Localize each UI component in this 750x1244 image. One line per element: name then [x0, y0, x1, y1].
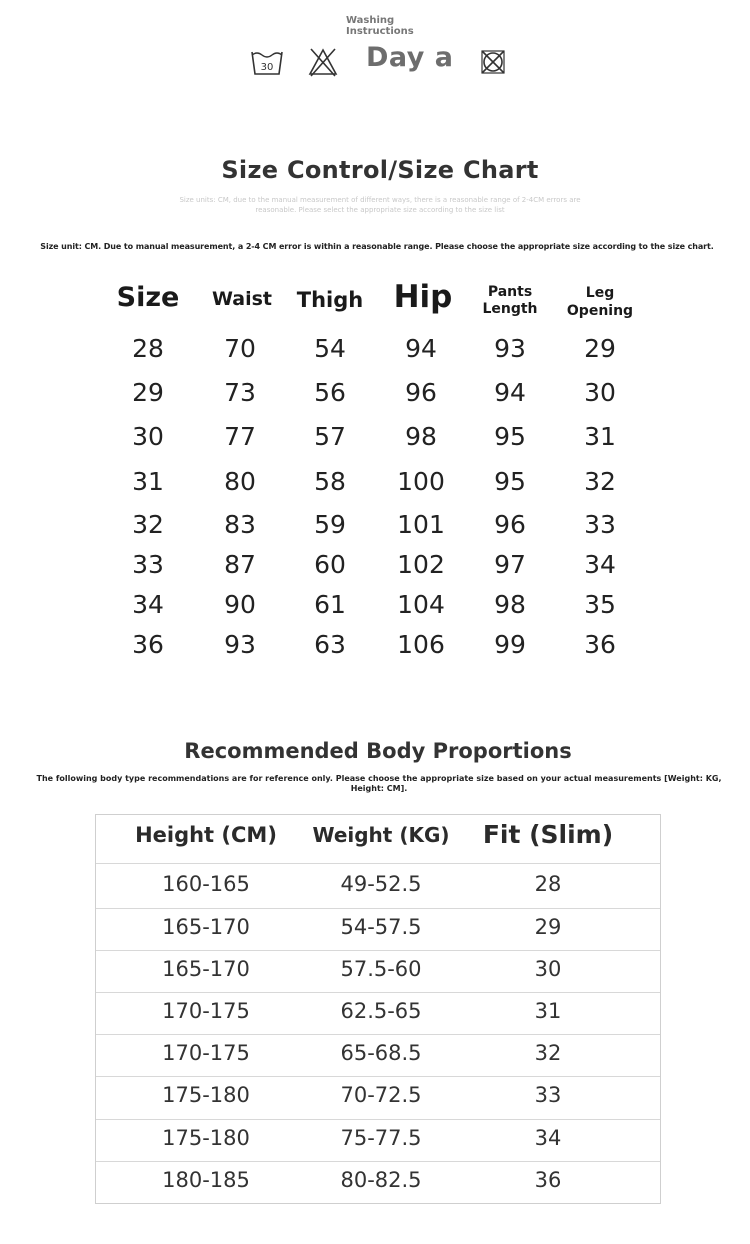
header-pants-length — [470, 284, 550, 318]
size-cell-hip: 96 — [405, 378, 437, 407]
header-pants-length-line2: Length — [482, 301, 538, 317]
size-cell-size: 30 — [132, 422, 164, 451]
header-pants-length-line1: Pants — [487, 284, 533, 300]
size-cell-leg-opening: 30 — [584, 378, 616, 407]
wash-temp: 30 — [260, 62, 274, 73]
header-hip: Hip — [393, 279, 453, 315]
size-cell-hip: 98 — [405, 422, 437, 451]
size-cell-hip: 102 — [397, 550, 445, 579]
size-cell-leg-opening: 35 — [584, 590, 616, 619]
size-cell-leg-opening: 36 — [584, 630, 616, 659]
rec-cell-fit: 32 — [534, 1041, 562, 1065]
size-cell-waist: 70 — [224, 334, 256, 363]
size-cell-thigh: 56 — [314, 378, 346, 407]
rec-cell-fit: 34 — [534, 1126, 562, 1150]
size-cell-pants-length: 95 — [494, 467, 526, 496]
row-divider — [96, 1161, 660, 1162]
header-waist: Waist — [211, 288, 272, 310]
size-cell-pants-length: 99 — [494, 630, 526, 659]
size-cell-waist: 77 — [224, 422, 256, 451]
header-leg-opening-line2: Opening — [566, 303, 634, 319]
rec-cell-weight: 75-77.5 — [340, 1126, 422, 1150]
size-cell-thigh: 59 — [314, 510, 346, 539]
size-cell-thigh: 57 — [314, 422, 346, 451]
do-not-tumble-dry-icon — [478, 47, 508, 77]
wash-30-icon — [250, 48, 284, 78]
rec-cell-fit: 30 — [534, 957, 562, 981]
recommended-note: The following body type recommendations are for reference only. Please choose the appropriate size based on your actual measurements [Weight: KG, Height: CM]. — [36, 774, 722, 793]
size-cell-thigh: 60 — [314, 550, 346, 579]
size-cell-size: 33 — [132, 550, 164, 579]
do-not-bleach-icon — [308, 46, 338, 78]
header-fit: Fit (Slim) — [482, 820, 614, 849]
row-divider — [96, 1119, 660, 1120]
size-cell-size: 36 — [132, 630, 164, 659]
rec-cell-weight: 70-72.5 — [340, 1083, 422, 1107]
size-cell-hip: 94 — [405, 334, 437, 363]
wash-icons — [248, 44, 518, 80]
header-leg-opening-line1: Leg — [585, 285, 615, 301]
size-cell-thigh: 61 — [314, 590, 346, 619]
size-cell-size: 34 — [132, 590, 164, 619]
size-cell-hip: 106 — [397, 630, 445, 659]
size-cell-leg-opening: 33 — [584, 510, 616, 539]
row-divider — [96, 863, 660, 864]
rec-cell-height: 175-180 — [162, 1083, 250, 1107]
size-cell-pants-length: 95 — [494, 422, 526, 451]
recommended-title: Recommended Body Proportions — [184, 739, 572, 763]
header-leg-opening — [560, 284, 640, 320]
rec-cell-fit: 36 — [534, 1168, 562, 1192]
rec-cell-weight: 62.5-65 — [340, 999, 422, 1023]
washing-title-line2: Instructions — [346, 26, 414, 37]
size-cell-waist: 73 — [224, 378, 256, 407]
rec-cell-fit: 28 — [534, 872, 562, 896]
size-cell-hip: 100 — [397, 467, 445, 496]
rec-cell-weight: 80-82.5 — [340, 1168, 422, 1192]
header-weight: Weight (KG) — [312, 823, 450, 847]
size-chart-faint-note: Size units: CM, due to the manual measurement of different ways, there is a reasonable range of 2-4CM errors are reasonable. Please select the appropriate size according to the size list — [179, 196, 581, 214]
size-cell-leg-opening: 29 — [584, 334, 616, 363]
size-cell-leg-opening: 31 — [584, 422, 616, 451]
washing-title — [346, 15, 426, 37]
size-cell-size: 29 — [132, 378, 164, 407]
rec-cell-height: 170-175 — [162, 1041, 250, 1065]
size-cell-pants-length: 97 — [494, 550, 526, 579]
size-cell-pants-length: 93 — [494, 334, 526, 363]
rec-cell-fit: 31 — [534, 999, 562, 1023]
rec-cell-weight: 49-52.5 — [340, 872, 422, 896]
day-text: Day a — [366, 42, 454, 73]
washing-instructions — [0, 0, 750, 110]
row-divider — [96, 1076, 660, 1077]
size-cell-waist: 93 — [224, 630, 256, 659]
rec-cell-fit: 29 — [534, 915, 562, 939]
row-divider — [96, 1034, 660, 1035]
rec-cell-weight: 57.5-60 — [340, 957, 422, 981]
row-divider — [96, 992, 660, 993]
size-cell-size: 31 — [132, 467, 164, 496]
size-cell-leg-opening: 34 — [584, 550, 616, 579]
size-cell-waist: 90 — [224, 590, 256, 619]
size-cell-pants-length: 96 — [494, 510, 526, 539]
rec-cell-height: 180-185 — [162, 1168, 250, 1192]
recommended-table — [95, 814, 661, 1204]
size-cell-thigh: 54 — [314, 334, 346, 363]
row-divider — [96, 908, 660, 909]
rec-cell-weight: 65-68.5 — [340, 1041, 422, 1065]
washing-title-line1: Washing — [346, 15, 395, 26]
row-divider — [96, 950, 660, 951]
size-cell-hip: 101 — [397, 510, 445, 539]
rec-cell-fit: 33 — [534, 1083, 562, 1107]
rec-cell-height: 160-165 — [162, 872, 250, 896]
rec-cell-height: 165-170 — [162, 957, 250, 981]
header-size: Size — [116, 282, 180, 313]
size-cell-waist: 80 — [224, 467, 256, 496]
size-cell-thigh: 63 — [314, 630, 346, 659]
rec-cell-height: 175-180 — [162, 1126, 250, 1150]
size-cell-size: 32 — [132, 510, 164, 539]
size-chart-title: Size Control/Size Chart — [221, 156, 539, 184]
rec-cell-height: 170-175 — [162, 999, 250, 1023]
rec-cell-height: 165-170 — [162, 915, 250, 939]
size-chart-note: Size unit: CM. Due to manual measurement, a 2-4 CM error is within a reasonable range. Please choose the appropriate size according to the size chart. — [40, 242, 714, 251]
header-thigh: Thigh — [296, 288, 364, 312]
rec-cell-weight: 54-57.5 — [340, 915, 422, 939]
size-cell-thigh: 58 — [314, 467, 346, 496]
size-cell-leg-opening: 32 — [584, 467, 616, 496]
size-cell-pants-length: 94 — [494, 378, 526, 407]
size-cell-hip: 104 — [397, 590, 445, 619]
header-height: Height (CM) — [135, 823, 277, 847]
size-cell-pants-length: 98 — [494, 590, 526, 619]
size-cell-size: 28 — [132, 334, 164, 363]
size-cell-waist: 87 — [224, 550, 256, 579]
size-cell-waist: 83 — [224, 510, 256, 539]
